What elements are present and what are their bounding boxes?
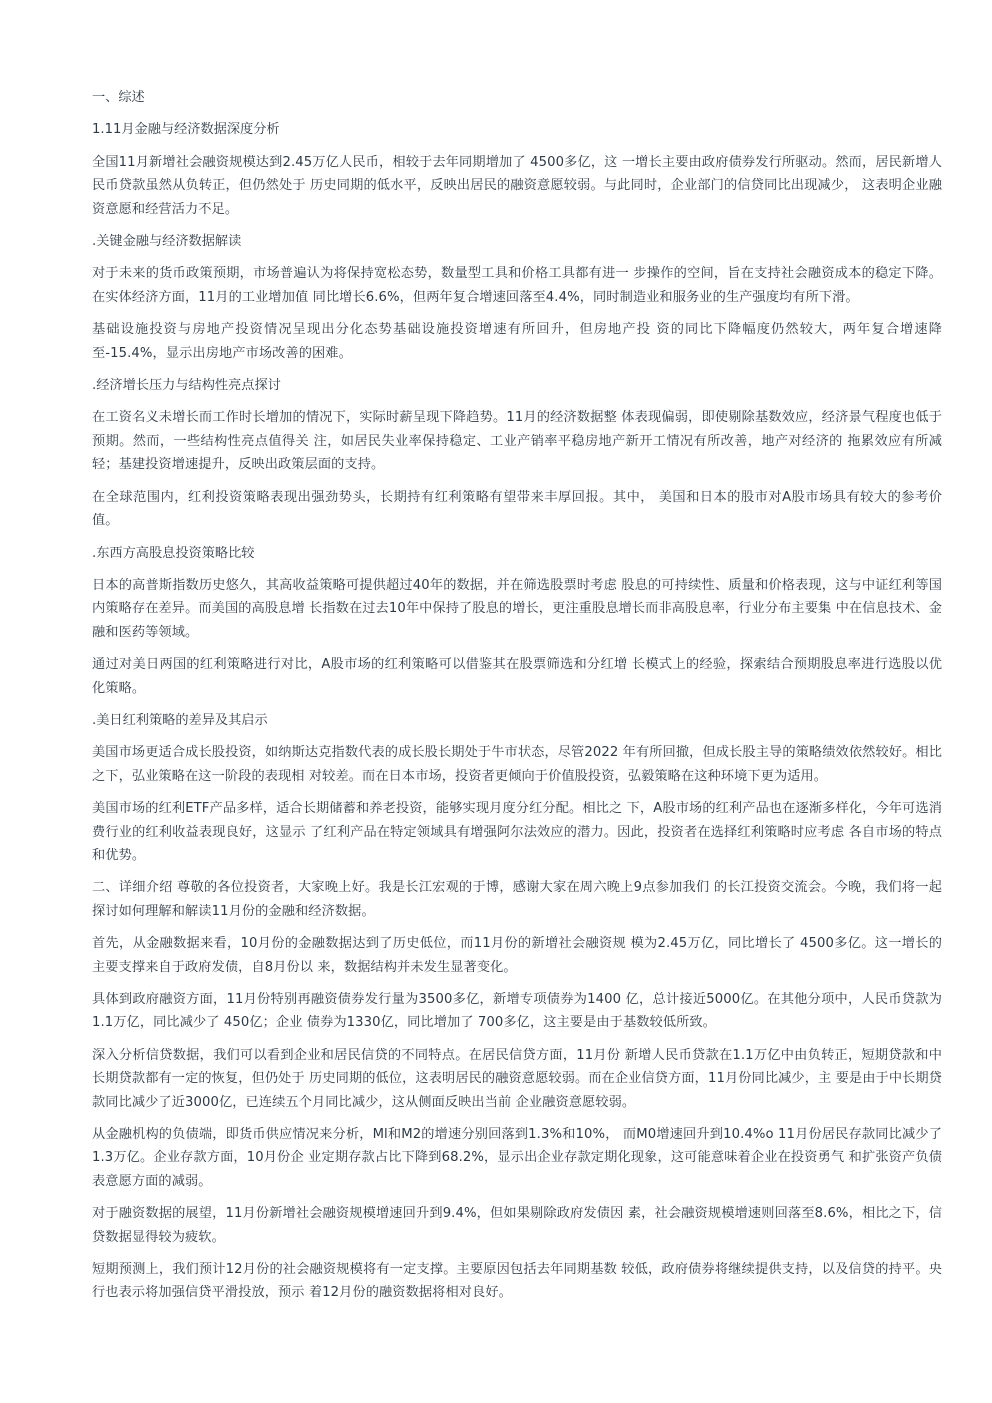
body-paragraph: 通过对美日两国的红利策略进行对比，A股市场的红利策略可以借鉴其在股票筛选和分红增 长模式上的经验，探索结合预期股息率进行选股以优化策略。 bbox=[92, 657, 942, 696]
section-heading: .关键金融与经济数据解读 bbox=[92, 234, 242, 250]
body-paragraph: 日本的高普斯指数历史悠久，其高收益策略可提供超过40年的数据，并在筛选股票时考虑 股息的可持续性、质量和价格表现，这与中证红利等国内策略存在差异。而美国的高股息增 长指数在过去10年中保持了股息的增长，更注重股息增长而非高股息率，行业分布主要集 中在信息技术、金融和医药等领域。 bbox=[92, 577, 942, 640]
section-heading: .东西方高股息投资策略比较 bbox=[92, 545, 255, 561]
body-paragraph: 从金融机构的负债端，即货币供应情况来分析，Ml和M2的增速分别回落到1.3%和10%， 而M0增速回升到10.4%o 11月份居民存款同比减少了1.3万亿。企业存款方面，10月份企 业定期存款占比下降到68.2%，显示出企业存款定期化现象，这可能意味着企业在投资勇气 和扩张资产负债表意愿方面的减弱。 bbox=[92, 1127, 942, 1189]
body-paragraph: 在全球范围内，红利投资策略表现出强劲势头，长期持有红利策略有望带来丰厚回报。其中， 美国和日本的股市对A股市场具有较大的参考价值。 bbox=[92, 489, 942, 529]
body-paragraph: 短期预测上，我们预计12月份的社会融资规模将有一定支撑。主要原因包括去年同期基数 较低，政府债券将继续提供支持，以及信贷的持平。央行也表示将加强信贷平滑投放，预示 着12月份的融资数据将相对良好。 bbox=[92, 1262, 942, 1301]
section-heading: 一、综述 bbox=[92, 90, 145, 105]
section-heading: .美日红利策略的差异及其启示 bbox=[92, 712, 268, 728]
body-paragraph: 美国市场的红利ETF产品多样，适合长期储蓄和养老投资，能够实现月度分红分配。相比之 下，A股市场的红利产品也在逐渐多样化，今年可选消费行业的红利收益表现良好，这显示 了红利产品在特定领域具有增强阿尔法效应的潜力。因此，投资者在选择红利策略时应考虑 各自市场的特点和优势。 bbox=[92, 801, 942, 863]
document-page bbox=[92, 86, 942, 1314]
body-paragraph: 具体到政府融资方面，11月份特别再融资债券发行量为3500多亿，新增专项债券为1400 亿，总计接近5000亿。在其他分项中，人民币贷款为1.1万亿，同比减少了 450亿；企业 债券为1330亿，同比增加了 700多亿，这主要是由于基数较低所致。 bbox=[92, 992, 942, 1031]
body-paragraph: 在工资名义未增长而工作时长增加的情况下，实际时薪呈现下降趋势。11月的经济数据整 体表现偏弱，即使剔除基数效应，经济景气程度也低于预期。然而，一些结构性亮点值得关 注，如居民失业率保持稳定、工业产销率平稳房地产新开工情况有所改善，地产对经济的 拖累效应有所减轻；基建投资增速提升，反映出政策层面的支持。 bbox=[92, 410, 942, 473]
body-paragraph: 对于融资数据的展望，11月份新增社会融资规模增速回升到9.4%，但如果剔除政府发债因 素，社会融资规模增速则回落至8.6%，相比之下，信贷数据显得较为疲软。 bbox=[92, 1206, 942, 1245]
section-heading: .经济增长压力与结构性亮点探讨 bbox=[92, 378, 281, 394]
body-paragraph: 全国11月新增社会融资规模达到2.45万亿人民币，相较于去年同期增加了 4500多亿，这 一增长主要由政府债券发行所驱动。然而，居民新增人民币贷款虽然从负转正，但仍然处于 历史同期的低水平，反映出居民的融资意愿较弱。与此同时，企业部门的信贷同比出现减少， 这表明企业融资意愿和经营活力不足。 bbox=[92, 154, 942, 217]
body-paragraph: 深入分析信贷数据，我们可以看到企业和居民信贷的不同特点。在居民信贷方面，11月份 新增人民币贷款在1.1万亿中由负转正，短期贷款和中长期贷款都有一定的恢复，但仍处于 历史同期的低位，这表明居民的融资意愿较弱。而在企业信贷方面，11月份同比减少，主 要是由于中长期贷款同比减少了近3000亿，已连续五个月同比减少，这从侧面反映出当前 企业融资意愿较弱。 bbox=[92, 1047, 942, 1110]
body-paragraph: 美国市场更适合成长股投资，如纳斯达克指数代表的成长股长期处于牛市状态，尽管2022 年有所回撤，但成长股主导的策略绩效依然较好。相比之下，弘业策略在这一阶段的表现相 对较差。而在日本市场，投资者更倾向于价值股投资，弘毅策略在这种环境下更为适用。 bbox=[92, 745, 942, 784]
body-paragraph: 二、详细介绍 尊敬的各位投资者，大家晚上好。我是长江宏观的于博，感谢大家在周六晚上9点参加我们 的长江投资交流会。今晚，我们将一起探讨如何理解和解读11月份的金融和经济数据。 bbox=[92, 880, 942, 919]
body-paragraph: 首先，从金融数据来看，10月份的金融数据达到了历史低位，而11月份的新增社会融资规 模为2.45万亿，同比增长了 4500多亿。这一增长的主要支撑来自于政府发债，自8月份以 来，数据结构并未发生显著变化。 bbox=[92, 936, 942, 975]
body-paragraph: 基础设施投资与房地产投资情况呈现出分化态势基础设施投资增速有所回升，但房地产投 资的同比下降幅度仍然较大，两年复合增速降至-15.4%，显示出房地产市场改善的困难。 bbox=[92, 322, 942, 361]
section-heading: 1.11月金融与经济数据深度分析 bbox=[92, 122, 280, 138]
body-paragraph: 对于未来的货币政策预期，市场普遍认为将保持宽松态势，数量型工具和价格工具都有进一 步操作的空间，旨在支持社会融资成本的稳定下降。在实体经济方面，11月的工业增加值 同比增长6.6%，但两年复合增速回落至4.4%，同时制造业和服务业的生产强度均有所下滑。 bbox=[92, 266, 942, 305]
